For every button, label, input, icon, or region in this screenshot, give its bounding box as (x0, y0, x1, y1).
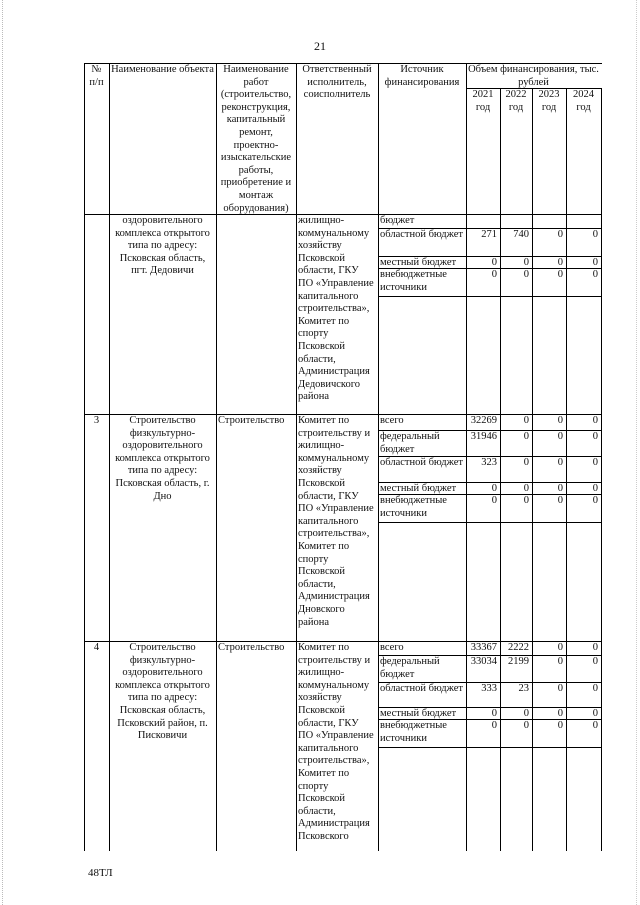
source-label: областной бюджет (380, 683, 463, 694)
amount-cell: 0 (491, 495, 497, 506)
source-label: федеральный бюджет (380, 431, 440, 455)
amount-cell: 0 (592, 720, 598, 731)
amount-cell: 740 (513, 229, 529, 240)
amount-cell: 0 (557, 708, 563, 719)
source-label: местный бюджет (380, 483, 457, 494)
row-responsible: Комитет по строительству и жилищно-коммунальному хозяйству Псковской области, ГКУ ПО «Управление капитального строительства», Комитет по спорту Псковской области, Администрация Дновского района (298, 415, 374, 628)
source-label: местный бюджет (380, 257, 457, 268)
amount-cell: 0 (523, 483, 529, 494)
row-object: Строительство физкультурно-оздоровительного комплекса открытого типа по адресу: Псковская область, Псковский район, п. Писковичи (115, 642, 210, 742)
amount-cell: 0 (592, 483, 598, 494)
amount-cell: 0 (491, 708, 497, 719)
amount-cell: 23 (518, 683, 529, 694)
column-divider (466, 63, 467, 851)
amount-cell (466, 214, 500, 228)
amount-cell (532, 214, 566, 228)
amount-cell: 0 (592, 229, 598, 240)
amount-cell: 0 (523, 457, 529, 468)
amount-cell: 0 (523, 708, 529, 719)
row-works: Строительство (218, 642, 285, 653)
column-divider (566, 88, 567, 851)
source-label: местный бюджет (380, 708, 457, 719)
amount-cell: 0 (592, 457, 598, 468)
amount-cell: 333 (481, 683, 497, 694)
amount-cell: 2199 (508, 656, 529, 667)
amount-cell: 0 (557, 656, 563, 667)
page-edge-right (636, 0, 638, 905)
column-divider (296, 63, 297, 851)
header-object: Наименование объекта (111, 64, 214, 75)
amount-cell: 0 (592, 683, 598, 694)
header-year: 2024 год (573, 89, 594, 113)
row-object: Строительство физкультурно-оздоровительного комплекса открытого типа по адресу: Псковская область, г. Дно (115, 415, 210, 502)
header-year: 2022 год (505, 89, 527, 113)
amount-cell: 0 (523, 269, 529, 280)
amount-cell: 0 (592, 431, 598, 442)
amount-cell: 0 (491, 483, 497, 494)
amount-cell: 0 (557, 269, 563, 280)
amount-cell: 0 (557, 415, 563, 426)
table-top-border (84, 63, 602, 64)
amount-cell: 0 (557, 229, 563, 240)
amount-cell: 0 (491, 257, 497, 268)
row-responsible: Комитет по строительству и жилищно-коммунальному хозяйству Псковской области, ГКУ ПО «Управление капитального строительства», Комитет по спорту Псковской области, Администрация Псковского (298, 642, 374, 842)
header-num: № п/п (89, 64, 104, 88)
amount-cell: 32269 (470, 415, 497, 426)
header-works: Наименование работ (строительство, реконструкция, капитальный ремонт, проектно-изыскательские работы, приобретение и монтаж оборудования) (220, 64, 292, 214)
amount-cell: 2222 (508, 642, 529, 653)
column-divider (216, 63, 217, 851)
source-label: внебюджетные источники (380, 720, 447, 744)
source-label: областной бюджет (380, 457, 463, 468)
amount-cell: 0 (491, 269, 497, 280)
sub-row-divider (378, 747, 601, 748)
amount-cell: 0 (592, 708, 598, 719)
source-label: бюджет (380, 215, 415, 226)
column-divider (601, 88, 602, 851)
amount-cell: 31946 (470, 431, 497, 442)
header-year: 2021 год (472, 89, 494, 113)
row-works: Строительство (218, 415, 285, 426)
header-bottom-border (84, 214, 602, 215)
page-number: 21 (314, 39, 326, 53)
amount-cell: 0 (523, 495, 529, 506)
amount-cell: 0 (557, 495, 563, 506)
amount-cell: 0 (523, 415, 529, 426)
amount-cell: 323 (481, 457, 497, 468)
source-label: областной бюджет (380, 229, 463, 240)
sub-row-divider (378, 296, 601, 297)
amount-cell: 0 (592, 495, 598, 506)
amount-cell: 0 (557, 720, 563, 731)
amount-cell: 0 (523, 431, 529, 442)
amount-cell: 0 (592, 415, 598, 426)
amount-cell: 0 (557, 683, 563, 694)
amount-cell: 0 (491, 720, 497, 731)
header-year: 2023 год (538, 89, 560, 113)
header-volume: Объем финансирования, тыс. рублей (468, 64, 599, 88)
row-object: оздоровительного комплекса открытого типа по адресу: Псковская область, пгт. Дедовичи (115, 215, 210, 277)
footer-code: 48ТЛ (88, 867, 113, 879)
column-divider (84, 63, 85, 851)
header-responsible: Ответственный исполнитель, соисполнитель (302, 64, 372, 101)
amount-cell (566, 214, 601, 228)
amount-cell: 0 (592, 642, 598, 653)
amount-cell: 0 (557, 457, 563, 468)
amount-cell: 0 (557, 483, 563, 494)
column-divider (378, 63, 379, 851)
amount-cell: 33367 (470, 642, 497, 653)
amount-cell: 0 (523, 257, 529, 268)
column-divider (532, 88, 533, 851)
row-num: 3 (93, 415, 100, 426)
row-works (216, 214, 296, 414)
amount-cell: 0 (592, 269, 598, 280)
source-label: внебюджетные источники (380, 495, 447, 519)
amount-cell: 33034 (470, 656, 497, 667)
amount-cell: 0 (557, 642, 563, 653)
amount-cell: 0 (592, 656, 598, 667)
amount-cell: 0 (557, 257, 563, 268)
row-num: 4 (93, 642, 100, 653)
sub-row-divider (378, 522, 601, 523)
amount-cell: 0 (523, 720, 529, 731)
column-divider (109, 63, 110, 851)
row-num (84, 214, 109, 414)
amount-cell: 0 (557, 431, 563, 442)
source-label: внебюджетные источники (380, 269, 447, 293)
year-header-divider (466, 88, 601, 89)
source-label: всего (380, 642, 404, 653)
row-responsible: жилищно-коммунальному хозяйству Псковской области, ГКУ ПО «Управление капитального строительства», Комитет по спорту Псковской области, Администрация Дедовичского района (298, 215, 374, 403)
source-label: федеральный бюджет (380, 656, 440, 680)
amount-cell: 0 (592, 257, 598, 268)
page-edge-left (2, 0, 4, 905)
amount-cell: 271 (481, 229, 497, 240)
amount-cell (500, 214, 532, 228)
source-label: всего (380, 415, 404, 426)
header-source: Источник финансирования (384, 64, 460, 88)
column-divider (500, 88, 501, 851)
